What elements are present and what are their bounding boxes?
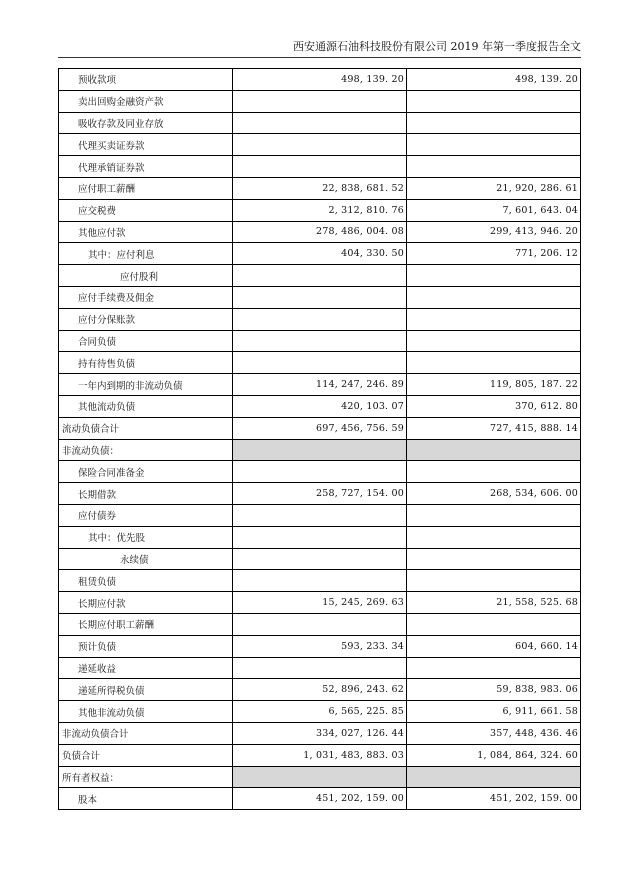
row-label: 流动负债合计 — [59, 417, 233, 439]
row-label: 应交税费 — [59, 199, 233, 221]
current-period-value: 593, 233. 34 — [233, 635, 407, 657]
prior-period-value — [407, 504, 581, 526]
table-row — [59, 199, 581, 221]
row-label: 一年内到期的非流动负债 — [59, 374, 233, 396]
prior-period-value — [407, 461, 581, 483]
row-label: 代理承销证券款 — [59, 156, 233, 178]
table-row — [59, 177, 581, 199]
balance-sheet-table — [58, 68, 581, 810]
current-period-value — [233, 352, 407, 374]
row-label: 长期应付职工薪酬 — [59, 613, 233, 635]
row-label: 其他应付款 — [59, 221, 233, 243]
row-label: 应付职工薪酬 — [59, 177, 233, 199]
header-divider — [58, 57, 581, 58]
row-label: 股本 — [59, 788, 233, 810]
row-label: 非流动负债合计 — [59, 722, 233, 744]
prior-period-value — [407, 112, 581, 134]
row-label: 应付手续费及佣金 — [59, 286, 233, 308]
row-label: 保险合同准备金 — [59, 461, 233, 483]
table-row — [59, 657, 581, 679]
table-row — [59, 112, 581, 134]
table-row — [59, 243, 581, 265]
prior-period-value — [407, 613, 581, 635]
current-period-value: 697, 456, 756. 59 — [233, 417, 407, 439]
row-label: 其中：应付利息 — [59, 243, 233, 265]
prior-period-value — [407, 265, 581, 287]
table-row — [59, 526, 581, 548]
current-period-value — [233, 504, 407, 526]
row-label: 负债合计 — [59, 744, 233, 766]
row-label: 长期借款 — [59, 483, 233, 505]
current-period-value — [233, 461, 407, 483]
prior-period-value: 268, 534, 606. 00 — [407, 483, 581, 505]
current-period-value: 22, 838, 681. 52 — [233, 177, 407, 199]
current-period-value — [233, 526, 407, 548]
prior-period-value: 119, 805, 187. 22 — [407, 374, 581, 396]
current-period-value — [233, 613, 407, 635]
prior-period-value — [407, 134, 581, 156]
prior-period-value — [407, 548, 581, 570]
row-label: 其他流动负债 — [59, 395, 233, 417]
table-row — [59, 701, 581, 723]
prior-period-value: 604, 660. 14 — [407, 635, 581, 657]
table-row — [59, 134, 581, 156]
prior-period-value — [407, 657, 581, 679]
prior-period-value — [407, 308, 581, 330]
current-period-value: 451, 202, 159. 00 — [233, 788, 407, 810]
row-label: 所有者权益： — [59, 766, 233, 788]
table-row — [59, 722, 581, 744]
row-label: 应付分保账款 — [59, 308, 233, 330]
row-label: 卖出回购金融资产款 — [59, 90, 233, 112]
table-row — [59, 395, 581, 417]
prior-period-value: 357, 448, 436. 46 — [407, 722, 581, 744]
table-row — [59, 744, 581, 766]
current-period-value: 420, 103. 07 — [233, 395, 407, 417]
prior-period-value — [407, 766, 581, 788]
table-row — [59, 417, 581, 439]
current-period-value: 334, 027, 126. 44 — [233, 722, 407, 744]
row-label: 合同负债 — [59, 330, 233, 352]
row-label: 永续债 — [59, 548, 233, 570]
current-period-value: 6, 565, 225. 85 — [233, 701, 407, 723]
table-row — [59, 330, 581, 352]
current-period-value — [233, 308, 407, 330]
row-label: 租赁负债 — [59, 570, 233, 592]
row-label: 预收款项 — [59, 69, 233, 91]
current-period-value: 15, 245, 269. 63 — [233, 592, 407, 614]
prior-period-value — [407, 439, 581, 461]
prior-period-value: 21, 558, 525. 68 — [407, 592, 581, 614]
current-period-value — [233, 134, 407, 156]
prior-period-value: 771, 206. 12 — [407, 243, 581, 265]
prior-period-value — [407, 526, 581, 548]
row-label: 代理买卖证券款 — [59, 134, 233, 156]
table-row — [59, 679, 581, 701]
table-row — [59, 504, 581, 526]
current-period-value — [233, 439, 407, 461]
table-row — [59, 308, 581, 330]
prior-period-value — [407, 156, 581, 178]
table-row — [59, 374, 581, 396]
row-label: 递延收益 — [59, 657, 233, 679]
current-period-value: 2, 312, 810. 76 — [233, 199, 407, 221]
current-period-value — [233, 766, 407, 788]
current-period-value: 278, 486, 004. 08 — [233, 221, 407, 243]
table-row — [59, 352, 581, 374]
current-period-value — [233, 657, 407, 679]
current-period-value: 258, 727, 154. 00 — [233, 483, 407, 505]
prior-period-value: 299, 413, 946. 20 — [407, 221, 581, 243]
table-row — [59, 461, 581, 483]
prior-period-value: 21, 920, 286. 61 — [407, 177, 581, 199]
prior-period-value: 498, 139. 20 — [407, 69, 581, 91]
table-row — [59, 570, 581, 592]
prior-period-value: 370, 612. 80 — [407, 395, 581, 417]
current-period-value — [233, 156, 407, 178]
current-period-value — [233, 90, 407, 112]
table-row — [59, 613, 581, 635]
current-period-value: 52, 896, 243. 62 — [233, 679, 407, 701]
prior-period-value — [407, 352, 581, 374]
row-label: 其他非流动负债 — [59, 701, 233, 723]
prior-period-value — [407, 330, 581, 352]
row-label: 非流动负债： — [59, 439, 233, 461]
table-row — [59, 766, 581, 788]
table-row — [59, 592, 581, 614]
current-period-value: 498, 139. 20 — [233, 69, 407, 91]
row-label: 持有待售负债 — [59, 352, 233, 374]
current-period-value: 114, 247, 246. 89 — [233, 374, 407, 396]
table-row — [59, 69, 581, 91]
prior-period-value — [407, 570, 581, 592]
prior-period-value — [407, 90, 581, 112]
row-label: 其中：优先股 — [59, 526, 233, 548]
prior-period-value: 6, 911, 661. 58 — [407, 701, 581, 723]
balance-sheet-body — [59, 69, 581, 810]
current-period-value: 1, 031, 483, 883. 03 — [233, 744, 407, 766]
row-label: 递延所得税负债 — [59, 679, 233, 701]
row-label: 应付债券 — [59, 504, 233, 526]
row-label: 吸收存款及同业存放 — [59, 112, 233, 134]
row-label: 预计负债 — [59, 635, 233, 657]
table-row — [59, 286, 581, 308]
prior-period-value: 727, 415, 888. 14 — [407, 417, 581, 439]
report-header-title: 西安通源石油科技股份有限公司 2019 年第一季度报告全文 — [293, 40, 581, 53]
table-row — [59, 439, 581, 461]
prior-period-value — [407, 286, 581, 308]
table-row — [59, 788, 581, 810]
current-period-value — [233, 330, 407, 352]
table-row — [59, 483, 581, 505]
row-label: 应付股利 — [59, 265, 233, 287]
table-row — [59, 90, 581, 112]
prior-period-value: 1, 084, 864, 324. 60 — [407, 744, 581, 766]
table-row — [59, 635, 581, 657]
prior-period-value: 7, 601, 643. 04 — [407, 199, 581, 221]
current-period-value: 404, 330. 50 — [233, 243, 407, 265]
table-row — [59, 221, 581, 243]
table-row — [59, 548, 581, 570]
current-period-value — [233, 548, 407, 570]
current-period-value — [233, 265, 407, 287]
prior-period-value: 451, 202, 159. 00 — [407, 788, 581, 810]
current-period-value — [233, 570, 407, 592]
table-row — [59, 156, 581, 178]
row-label: 长期应付款 — [59, 592, 233, 614]
table-row — [59, 265, 581, 287]
current-period-value — [233, 112, 407, 134]
current-period-value — [233, 286, 407, 308]
prior-period-value: 59, 838, 983. 06 — [407, 679, 581, 701]
